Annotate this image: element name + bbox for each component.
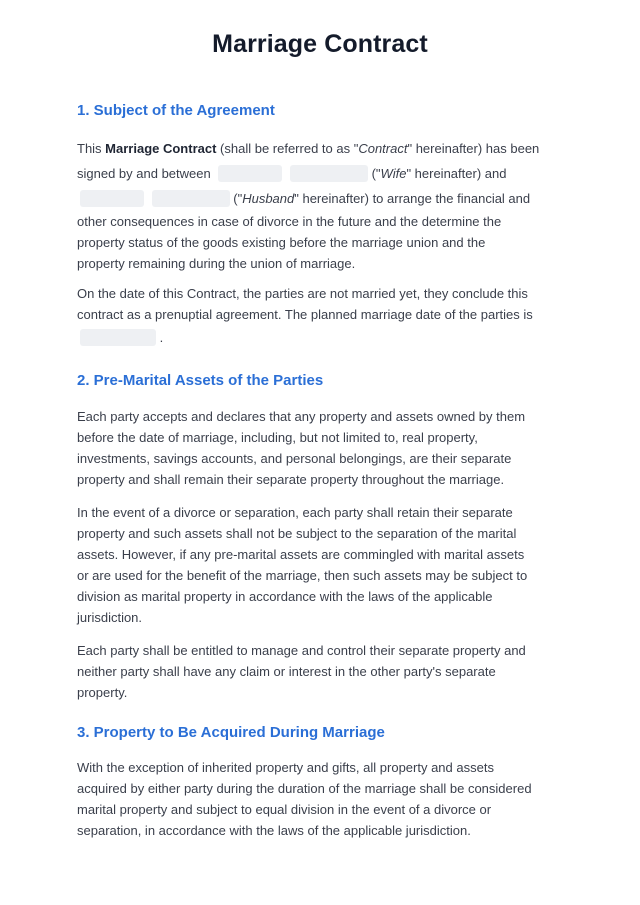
section-1-paragraph-2 xyxy=(77,283,572,350)
text-line: marital property and subject to equal division in the event of a divorce or xyxy=(77,802,492,817)
text-line xyxy=(77,161,572,186)
text-line: property and such assets shall not be subject to the separation of the marital xyxy=(77,526,517,541)
text-line: assets. However, if any pre-marital assets are commingled with marital assets xyxy=(77,547,525,562)
husband-last-name-blank[interactable] xyxy=(152,190,230,207)
text-run: signed by and between xyxy=(77,166,211,181)
text-run: (" xyxy=(233,191,243,206)
text-run: " hereinafter) and xyxy=(406,166,507,181)
marriage-date-blank[interactable] xyxy=(80,329,156,346)
wife-last-name-blank[interactable] xyxy=(290,165,368,182)
text-line: property. xyxy=(77,685,128,700)
text-line: neither party shall have any claim or interest in the other party's separate xyxy=(77,664,496,679)
contract-term-italic: Contract xyxy=(358,141,408,156)
text-line xyxy=(77,136,572,161)
text-line: jurisdiction. xyxy=(77,610,143,625)
section-1-heading: 1. Subject of the Agreement xyxy=(77,102,275,119)
section-3-paragraph-1 xyxy=(77,757,572,841)
text-line: or are used for the benefit of the marriage, then such assets may be subject to xyxy=(77,568,528,583)
text-line: property and shall remain their separate property throughout the marriage. xyxy=(77,472,505,487)
text-run: " hereinafter) has been xyxy=(407,141,540,156)
text-line: Each party shall be entitled to manage and control their separate property and xyxy=(77,643,526,658)
section-2-paragraph-2 xyxy=(77,502,572,628)
section-2-paragraph-3 xyxy=(77,640,572,703)
text-line xyxy=(77,186,572,211)
text-line: other consequences in case of divorce in the future and the determine the xyxy=(77,214,502,229)
text-line: acquired by either party during the duration of the marriage shall be considered xyxy=(77,781,532,796)
husband-term-italic: Husband xyxy=(242,191,295,206)
text-line: division as marital property in accordance with the laws of the applicable xyxy=(77,589,493,604)
text-run: (shall be referred to as " xyxy=(216,141,359,156)
text-line xyxy=(77,325,572,350)
text-line: On the date of this Contract, the parties are not married yet, they conclude this xyxy=(77,286,528,301)
text-line: With the exception of inherited property and gifts, all property and assets xyxy=(77,760,494,775)
text-line: property status of the goods existing before the marriage union and the xyxy=(77,235,486,250)
wife-first-name-blank[interactable] xyxy=(218,165,282,182)
text-line: contract as a prenuptial agreement. The planned marriage date of the parties is xyxy=(77,307,533,322)
section-2-paragraph-1 xyxy=(77,406,572,490)
text-line: property remaining during the union of marriage. xyxy=(77,256,356,271)
text-run: . xyxy=(159,330,164,345)
text-line: separation, in accordance with the laws of the applicable jurisdiction. xyxy=(77,823,471,838)
text-run: (" xyxy=(371,166,381,181)
text-line: Each party accepts and declares that any property and assets owned by them xyxy=(77,409,526,424)
section-2-heading: 2. Pre-Marital Assets of the Parties xyxy=(77,372,324,389)
husband-first-name-blank[interactable] xyxy=(80,190,144,207)
text-run: This xyxy=(77,141,106,156)
section-3-heading: 3. Property to Be Acquired During Marriage xyxy=(77,724,385,741)
contract-name-bold: Marriage Contract xyxy=(105,141,217,156)
text-line: before the date of marriage, including, but not limited to, real property, xyxy=(77,430,478,445)
text-line: In the event of a divorce or separation, each party shall retain their separate xyxy=(77,505,513,520)
text-run: " hereinafter) to arrange the financial and xyxy=(294,191,531,206)
wife-term-italic: Wife xyxy=(380,166,407,181)
document-title: Marriage Contract xyxy=(212,30,428,58)
section-1-paragraph-1 xyxy=(77,136,572,274)
text-line: investments, savings accounts, and personal belongings, are their separate xyxy=(77,451,512,466)
